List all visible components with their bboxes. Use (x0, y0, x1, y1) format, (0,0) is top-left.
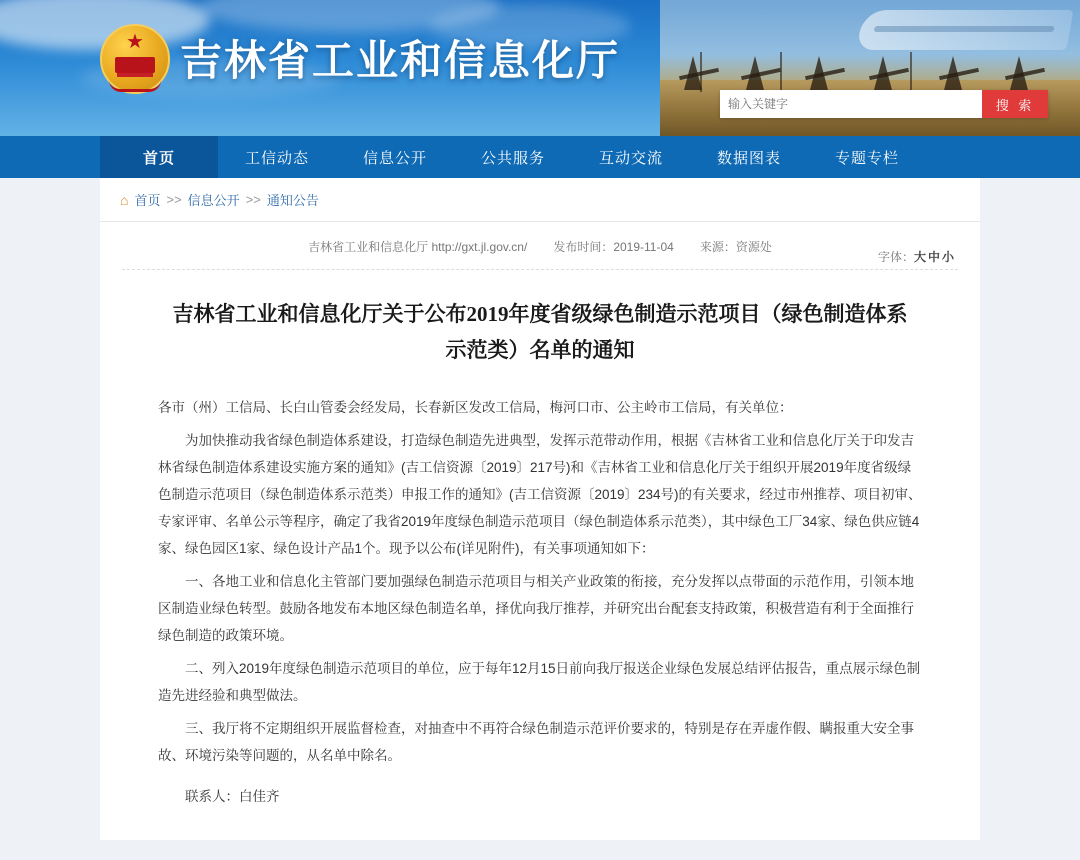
site-banner (0, 0, 1080, 136)
national-emblem-icon (100, 24, 170, 94)
search-button[interactable]: 搜 索 (982, 90, 1048, 118)
meta-source-site[interactable]: 吉林省工业和信息化厅 http://gxt.jl.gov.cn/ (308, 240, 528, 254)
meta-divider (122, 269, 958, 270)
nav-item-home[interactable]: 首页 (100, 136, 218, 178)
oil-pump-illustration (944, 56, 962, 90)
nav-item-interaction[interactable]: 互动交流 (598, 149, 663, 167)
search-box[interactable] (720, 90, 1048, 118)
oil-pump-illustration (874, 56, 892, 90)
article-paragraph: 三、我厅将不定期组织开展监督检查，对抽查中不再符合绿色制造示范评价要求的，特别是存在弄虚作假、瞒报重大安全事故、环境污染等问题的，从名单中除名。 (158, 721, 914, 763)
breadcrumb-separator: >> (166, 192, 182, 207)
font-size-options[interactable]: 大中小 (913, 250, 956, 264)
nav-item-information-disclosure[interactable]: 信息公开 (362, 149, 427, 167)
site-title: 吉林省工业和信息化厅 (180, 39, 621, 85)
article-paragraph: 二、列入2019年度绿色制造示范项目的单位，应于每年12月15日前向我厅报送企业绿色发展总结评估报告，重点展示绿色制造先进经验和典型做法。 (158, 661, 921, 703)
content-background (0, 178, 1080, 860)
font-size-label: 字体： (877, 250, 914, 264)
derrick-illustration (910, 52, 912, 92)
train-illustration (856, 10, 1073, 50)
emblem-wheat-icon (109, 80, 161, 92)
article-paragraph: 各市（州）工信局、长白山管委会经发局，长春新区发改工信局，梅河口市、公主岭市工信局，有关单位： (158, 400, 793, 415)
breadcrumb (100, 178, 980, 222)
article-meta (100, 222, 980, 264)
main-navigation[interactable] (0, 136, 1080, 178)
oil-pump-illustration (684, 56, 702, 90)
meta-publish-time: 发布时间：2019-11-04 (553, 240, 674, 254)
page-title: 吉林省工业和信息化厅关于公布2019年度省级绿色制造示范项目（绿色制造体系示范类）名单的通知 (172, 302, 908, 362)
meta-origin: 来源：资源处 (699, 240, 772, 254)
article-paragraph: 为加快推动我省绿色制造体系建设，打造绿色制造先进典型，发挥示范带动作用，根据《吉林省工业和信息化厅关于印发吉林省绿色制造体系建设实施方案的通知》(吉工信资源〔2019〕217号)和《吉林省工业和信息化厅关于组织开展2019年度省级绿色制造示范项目（绿色制造体系示范类）申报工作的通知》(吉工信资源〔2019〕234号)的有关要求，经过市州推荐、项目初审、专家评审、名单公示等程序，确定了我省2019年度绿色制造示范项目（绿色制造体系示范类），其中绿色工厂34家、绿色供应链4家、绿色园区1家、绿色设计产品1个。现予以公布(详见附件)，有关事项通知如下： (158, 433, 922, 556)
breadcrumb-separator: >> (245, 192, 261, 207)
breadcrumb-item-announcements[interactable]: 通知公告 (266, 193, 319, 208)
derrick-illustration (780, 52, 782, 92)
article-contact: 联系人：白佳齐 (185, 789, 280, 804)
breadcrumb-item-information-disclosure[interactable]: 信息公开 (187, 193, 240, 208)
oil-pump-illustration (1010, 56, 1028, 90)
oil-pump-illustration (810, 56, 828, 90)
oil-pump-illustration (746, 56, 764, 90)
nav-item-data-charts[interactable]: 数据图表 (716, 149, 781, 167)
nav-item-public-service[interactable]: 公共服务 (480, 149, 545, 167)
nav-item-news[interactable]: 工信动态 (244, 149, 309, 167)
emblem-star-icon: ★ (126, 31, 144, 54)
nav-item-special-topics[interactable]: 专题专栏 (834, 149, 899, 167)
article-container (100, 178, 980, 840)
home-icon[interactable]: ⌂ (120, 191, 129, 208)
search-input[interactable] (720, 90, 982, 118)
article-paragraph: 一、各地工业和信息化主管部门要加强绿色制造示范项目与相关产业政策的衔接，充分发挥以点带面的示范作用，引领本地区制造业绿色转型。鼓励各地发布本地区绿色制造名单，择优向我厅推荐，并研究出台配套支持政策，积极营造有利于全面推行绿色制造的政策环境。 (158, 574, 914, 643)
emblem-gear-icon (115, 57, 155, 73)
article-body (158, 394, 922, 810)
font-size-control[interactable] (878, 248, 956, 265)
breadcrumb-item-home[interactable]: 首页 (134, 193, 161, 208)
